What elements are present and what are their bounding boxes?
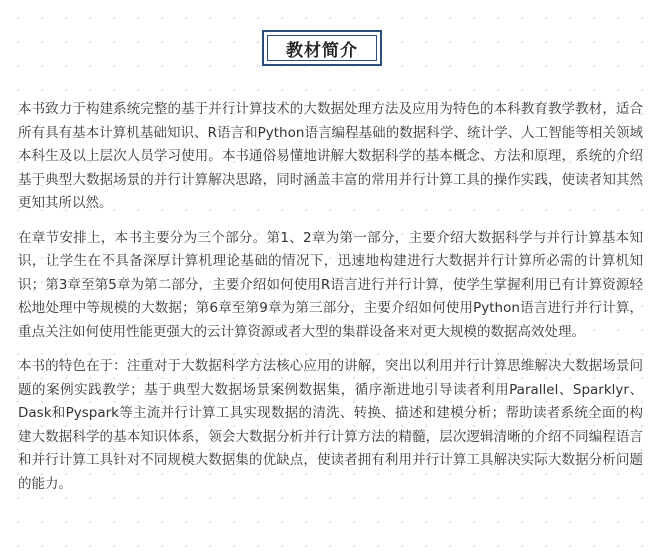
- title-box: [262, 30, 382, 66]
- paragraph-features: 本书的特色在于：注重对于大数据科学方法核心应用的讲解，突出以利用并行计算思维解决大数据场景问题的案例实践教学；基于典型大数据场景案例数据集，循序渐进地引导读者利用Parallel、Sparklyr、Dask和Pyspark等主流并行计算工具实现数据的清洗、转换、描述和建模分析；帮助读者系统全面的构建大数据科学的基本知识体系，领会大数据分析并行计算方法的精髓，层次逻辑清晰的介绍不同编程语言和并行计算工具针对不同规模大数据集的优缺点，使读者拥有利用并行计算工具解决实际大数据分析问题的能力。: [18, 358, 643, 492]
- intro-content: [18, 98, 643, 507]
- paragraph-chapters: 在章节安排上，本书主要分为三个部分。第1、2章为第一部分，主要介绍大数据科学与并行计算基本知识，让学生在不具备深厚计算机理论基础的情况下，迅速地构建进行大数据并行计算所必需的计算机知识；第3章至第5章为第二部分，主要介绍如何使用R语言进行并行计算，使学生掌握利用已有计算资源轻松地处理中等规模的大数据；第6章至第9章为第三部分，主要介绍如何使用Python语言进行并行计算，重点关注如何使用性能更强大的云计算资源或者大型的集群设备来对更大规模的数据高效处理。: [18, 229, 643, 340]
- page-title: 教材简介: [286, 40, 358, 61]
- paragraph-intro: 本书致力于构建系统完整的基于并行计算技术的大数据处理方法及应用为特色的本科教育教学教材，适合所有具有基本计算机基础知识、R语言和Python语言编程基础的数据科学、统计学、人工智能等相关领域本科生及以上层次人员学习使用。本书通俗易懂地讲解大数据科学的基本概念、方法和原理，系统的介绍基于典型大数据场景的并行计算解决思路，同时涵盖丰富的常用并行计算工具的操作实践，使读者知其然更知其所以然。: [18, 101, 643, 211]
